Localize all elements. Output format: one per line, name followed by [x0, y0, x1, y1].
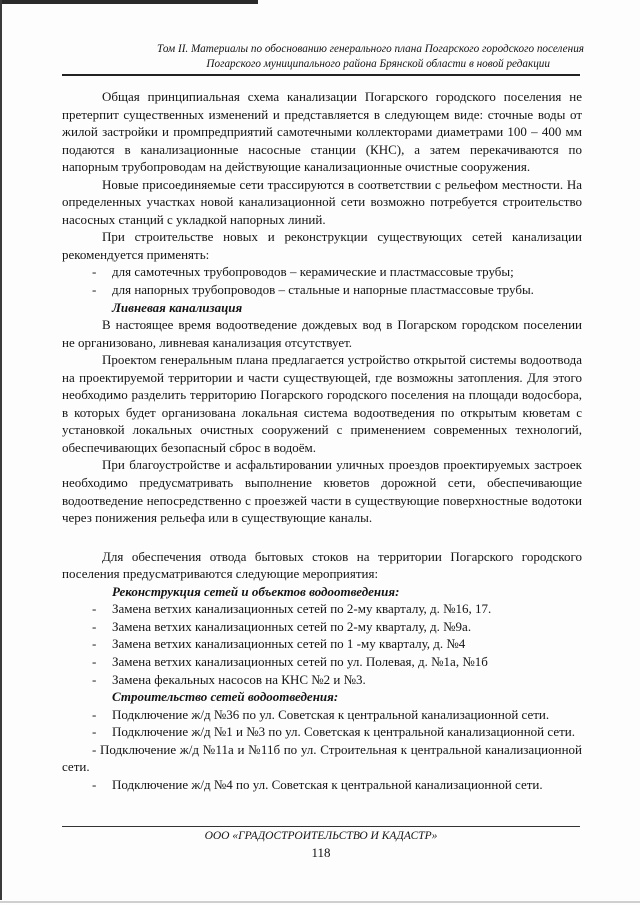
running-header-line2: Погарского муниципального района Брянской области в новой редакции	[206, 58, 550, 70]
header-rule	[62, 74, 580, 76]
paragraph-measures-intro: Для обеспечения отвода бытовых стоков на территории Погарского городского поселения предусматриваются следующие мероприятия:	[62, 548, 582, 582]
paragraph-pipe-recommendation: При строительстве новых и реконструкции существующих сетей канализации рекомендуется применять:	[62, 229, 582, 262]
reconstruction-list	[62, 600, 582, 688]
page-number: 118	[311, 845, 331, 860]
running-header-line1: Том II. Материалы по обоснованию генерального плана Погарского городского поселения	[157, 43, 584, 55]
list-item: - Подключение ж/д №4 по ул. Советская к центральной канализационной сети.	[62, 776, 582, 794]
scan-edge-top	[0, 0, 258, 4]
list-item: - Замена ветхих канализационных сетей по 2-му кварталу, д. №16, 17.	[62, 600, 582, 618]
paragraph-storm-current: В настоящее время водоотведение дождевых вод в Погарском городском поселении не организовано, ливневая канализация отсутствует.	[62, 317, 582, 350]
list-item: - Подключение ж/д №11а и №11б по ул. Строительная к центральной канализационной сети.	[62, 741, 582, 775]
page-body	[62, 88, 582, 793]
list-item: - Замена фекальных насосов на КНС №2 и №3.	[62, 671, 582, 689]
paragraph-road-ditches: При благоустройстве и асфальтировании уличных проездов проектируемых застроек необходимо предусматривать выполнение кюветов дорожной сети, обеспечивающие водоотведение непосредственно с проезжей части в существующие поверхностные водотоки через понижения рельефа или в существующие каналы.	[62, 457, 582, 526]
pipe-materials-list	[62, 263, 582, 298]
paragraph-gap	[62, 527, 582, 548]
heading-construction: Строительство сетей водоотведения:	[112, 689, 339, 705]
list-item: - Замена ветхих канализационных сетей по ул. Полевая, д. №1а, №1б	[62, 653, 582, 671]
construction-list	[62, 706, 582, 794]
list-item: - для напорных трубопроводов – стальные и напорные пластмассовые трубы.	[62, 281, 582, 299]
scan-edge-left	[0, 0, 2, 900]
paragraph-new-networks: Новые присоединяемые сети трассируются в соответствии с рельефом местности. На определенных участках новой канализационной сети возможно потребуется строительство насосных станций с укладкой напорных линий.	[62, 176, 582, 227]
heading-reconstruction: Реконструкция сетей и объектов водоотведения:	[112, 583, 400, 599]
paragraph-sewer-scheme: Общая принципиальная схема канализации Погарского городского поселения не претерпит существенных изменений и представляется в следующем виде: сточные воды от жилой застройки и промпредприятий самотечными коллекторами диаметрами 100 – 400 мм подаются в канализационные насосные станции (КНС), а затем перекачиваются по напорным трубопроводам на действующие канализационные очистные сооружения.	[62, 89, 582, 175]
list-item: - Подключение ж/д №36 по ул. Советская к центральной канализационной сети.	[62, 706, 582, 724]
list-item: - для самотечных трубопроводов – керамические и пластмассовые трубы;	[62, 263, 582, 281]
footer-rule	[62, 826, 580, 827]
list-item: - Замена ветхих канализационных сетей по 2-му кварталу, д. №9а.	[62, 618, 582, 636]
footer-company: ООО «ГРАДОСТРОИТЕЛЬСТВО И КАДАСТР»	[204, 830, 438, 842]
list-item: - Замена ветхих канализационных сетей по 1 -му кварталу, д. №4	[62, 635, 582, 653]
scan-edge-bottom	[0, 901, 640, 903]
paragraph-storm-proposal: Проектом генеральным плана предлагается устройство открытой системы водоотвода на проектируемой территории и части существующей, где возможны затопления. Для этого необходимо разделить территорию Погарского городского поселения на площади водосбора, в которых будет организована локальная система водоотведения по открытым кюветам с установкой локальных очистных сооружений с применением современных технологий, обеспечивающих безопасный сброс в водоём.	[62, 352, 582, 455]
heading-storm-sewer: Ливневая канализация	[112, 299, 243, 315]
list-item: - Подключение ж/д №1 и №3 по ул. Советская к центральной канализационной сети.	[62, 723, 582, 741]
